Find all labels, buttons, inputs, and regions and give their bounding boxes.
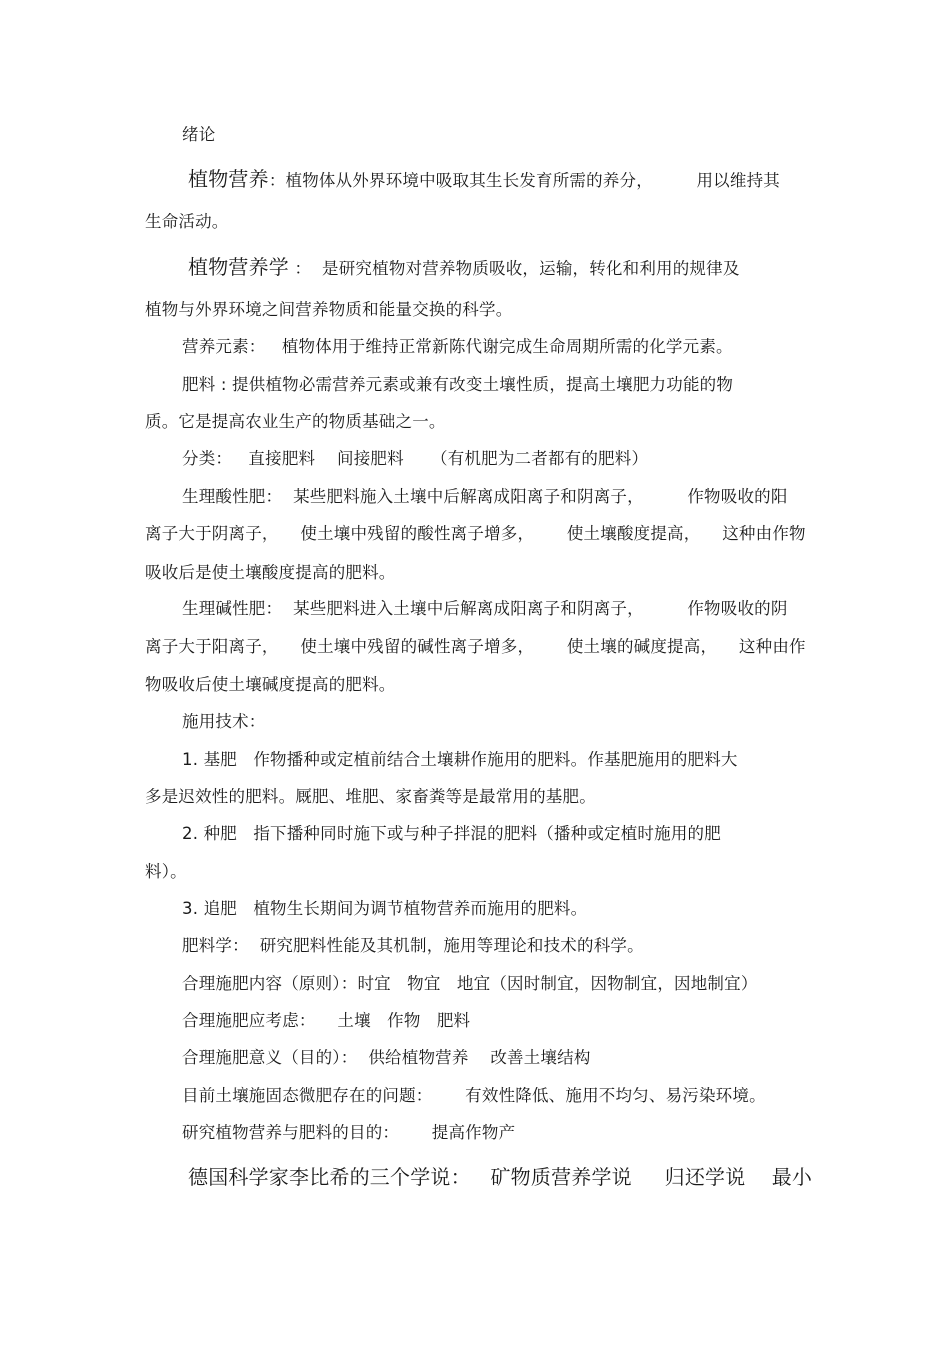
section-title: 绪论 bbox=[182, 125, 216, 144]
liebig-theories-line: 德国科学家李比希的三个学说： 矿物质营养学说 归还学说 最小 bbox=[188, 1165, 813, 1189]
seed-fertilizer-line-2: 料）。 bbox=[145, 862, 187, 881]
rational-fertilization-considerations: 合理施肥应考虑： 土壤 作物 肥料 bbox=[182, 1011, 471, 1030]
base-fertilizer-line-1: 1. 基肥 作物播种或定植前结合土壤耕作施用的肥料。作基肥施用的肥料大 bbox=[182, 750, 738, 769]
physiological-alkaline-line-1: 生理碱性肥： 某些肥料进入土壤中后解离成阳离子和阴离子， 作物吸收的阴 bbox=[182, 599, 788, 618]
physiological-alkaline-line-2: 离子大于阳离子， 使土壤中残留的碱性离子增多， 使土壤的碱度提高， 这种由作 bbox=[145, 637, 806, 656]
rational-fertilization-principles: 合理施肥内容（原则）：时宜 物宜 地宜（因时制宜，因物制宜，因地制宜） bbox=[182, 974, 758, 993]
definition-fertilizer-line-1: 肥料 : 提供植物必需营养元素或兼有改变土壤性质，提高土壤肥力功能的物 bbox=[182, 375, 734, 394]
definition-nutrient-elements: 营养元素： 植物体用于维持正常新陈代谢完成生命周期所需的化学元素。 bbox=[182, 337, 733, 356]
physiological-acid-line-3: 吸收后是使土壤酸度提高的肥料。 bbox=[145, 563, 396, 582]
micro-fertilizer-problems: 目前土壤施固态微肥存在的问题： 有效性降低、施用不均匀、易污染环境。 bbox=[182, 1086, 766, 1105]
physiological-acid-line-1: 生理酸性肥： 某些肥料施入土壤中后解离成阳离子和阴离子， 作物吸收的阳 bbox=[182, 487, 788, 506]
research-purpose: 研究植物营养与肥料的目的： 提高作物产 bbox=[182, 1123, 516, 1142]
physiological-alkaline-line-3: 物吸收后使土壤碱度提高的肥料。 bbox=[145, 675, 396, 694]
definition-plant-nutrition-line-1: 植物营养：植物体从外界环境中吸取其生长发育所需的养分， 用以维持其 bbox=[188, 167, 780, 191]
term-plant-nutrition-science: 植物营养学 bbox=[188, 255, 289, 279]
definition-plant-nutrition-science-line-2: 植物与外界环境之间营养物质和能量交换的科学。 bbox=[145, 300, 513, 319]
definition-fertilizer-line-2: 质。它是提高农业生产的物质基础之一。 bbox=[145, 412, 446, 431]
fertilizer-science-line: 肥料学： 研究肥料性能及其机制，施用等理论和技术的科学。 bbox=[182, 936, 644, 955]
term-plant-nutrition: 植物营养 bbox=[188, 167, 269, 191]
base-fertilizer-line-2: 多是迟效性的肥料。厩肥、堆肥、家畜粪等是最常用的基肥。 bbox=[145, 787, 596, 806]
top-dressing-line: 3. 追肥 植物生长期间为调节植物营养而施用的肥料。 bbox=[182, 899, 588, 918]
physiological-acid-line-2: 离子大于阴离子， 使土壤中残留的酸性离子增多， 使土壤酸度提高， 这种由作物 bbox=[145, 524, 806, 543]
application-techniques-heading: 施用技术： bbox=[182, 712, 266, 731]
definition-plant-nutrition-line-2: 生命活动。 bbox=[145, 212, 229, 231]
classification-line: 分类： 直接肥料 间接肥料 （有机肥为二者都有的肥料） bbox=[182, 449, 649, 468]
seed-fertilizer-line-1: 2. 种肥 指下播种同时施下或与种子拌混的肥料（播种或定植时施用的肥 bbox=[182, 824, 721, 843]
definition-plant-nutrition-science-line-1: 植物营养学 ： 是研究植物对营养物质吸收，运输，转化和利用的规律及 bbox=[188, 255, 740, 279]
rational-fertilization-purpose: 合理施肥意义（目的）： 供给植物营养 改善土壤结构 bbox=[182, 1048, 591, 1067]
